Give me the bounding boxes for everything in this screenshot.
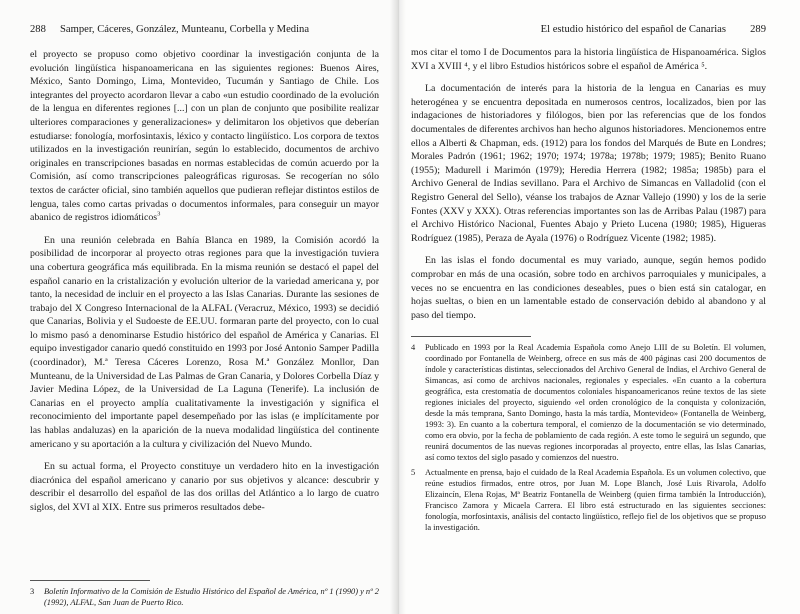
footnote: 3 Boletín Informativo de la Comisión de Estudio Histórico del Español de América, nº 1 (1990) y nº 2 (1992), ALFAL, San Juan de Puerto Rico. xyxy=(30,587,379,607)
right-page-body xyxy=(411,46,766,322)
footnote-ref: 3 xyxy=(157,210,161,218)
page-number: 289 xyxy=(750,24,766,35)
paragraph: En una reunión celebrada en Bahía Blanca en 1989, la Comisión acordó la posibilidad de incorporar al proyecto otras regiones para que la investigación tuviera una cobertura geográfica más equilibrada. En la misma reunión se destacó el papel del español canario en la cristalización y evolución ulterior de la variedad americana y, por tanto, la necesidad de incluir en el proyecto a las Islas Canarias. Durante las sesiones de trabajo del X Congreso Internacional de la ALFAL (Veracruz, México, 1993) se decidió que Canarias, Bolivia y el Sudoeste de EE.UU. formaran parte del proyecto, con lo cual lo mismo pasó a denominarse Estudio histórico del español de América y Canarias. El equipo investigador canario quedó constituido en 1993 por José Antonio Samper Padilla (coordinador), M.ª Teresa Cáceres Lorenzo, Rosa M.ª González Monllor, Dan Munteanu, de la Universidad de Las Palmas de Gran Canaria, y Dolores Corbella Díaz y Javier Medina López, de la Universidad de La Laguna (Tenerife). La inclusión de Canarias en el proyecto amplía cualitativamente la investigación y significa el reconocimiento del importante papel desempeñado por las islas (e implícitamente por las hablas andaluzas) en la aparición de la nueva modalidad lingüística del continente americano y su aportación a la cultura y civilización del Nuevo Mundo. xyxy=(30,234,379,450)
page-number: 288 xyxy=(30,24,46,35)
left-page-header xyxy=(30,24,379,42)
right-footnotes xyxy=(411,336,766,533)
footnote-rule xyxy=(411,336,531,337)
paragraph: En su actual forma, el Proyecto constituye un verdadero hito en la investigación diacrónica del español americano y canario por sus objetivos y alcance: descubrir y describir el desarrollo del español de las dos orillas del Atlántico a lo largo de cuatro siglos, del XVI al XIX. Entre sus primeros resultados debe- xyxy=(30,461,379,513)
footnote: 4 Publicado en 1993 por la Real Academia Española como Anejo LIII de su Boletín. El volumen, coordinado por Fontanella de Weinberg, ofrece en sus más de 400 páginas casi 200 documentos de índole y características distintas, seleccionados del Archivo General de Indias, el Archivo General de Simancas, así como de archivos nacionales, regionales y especiales. «En cuanto a la cobertura geográfica, esta crestomatía de documentos coloniales hispanoamericanos reúne textos de las siete regiones iniciales del proyecto, siguiendo «el orden cronológico de la conquista y colonización, desde la más temprana, Santo Domingo, hasta la más tardía, Montevideo» (Fontanella de Weinberg, 1993: 3). En cuanto a la cobertura temporal, el comienzo de la documentación se vio determinado, como era obvio, por la fecha de poblamiento de cada región. A este tomo le seguirá un segundo, que reunirá documentos de las nuevas regiones incorporadas al proyecto, entre ellas, las Islas Canarias, así como textos del siglo pasado y comienzos del nuestro. xyxy=(411,343,766,463)
left-footnotes xyxy=(30,572,379,612)
running-head: El estudio histórico del español de Canarias xyxy=(540,24,726,35)
footnote: 5 Actualmente en prensa, bajo el cuidado de la Real Academia Española. Es un volumen colectivo, que reúne estudios firmados, entre otros, por Juan M. Lope Blanch, José Luis Rivarola, Adolfo Elizaincín, Elena Rojas, Mª Beatriz Fontanella de Weinberg (quien firma también la Introducción), Francisco Zamora y Micaela Carrera. El libro está estructurado en las siguientes secciones: fonología, morfosintaxis, análisis del contacto lingüístico, reflejo fiel de los objetivos que se propuso la investigación. xyxy=(411,468,766,533)
paragraph: La documentación de interés para la historia de la lengua en Canarias es muy heterogénea y se encuentra depositada en numerosos centros, localizados, bien por las indagaciones de historiadores y filólogos, bien por las referencias que de los fondos documentales de diferentes archivos han hecho algunos historiadores. Mencionemos entre ellos a Alberti & Chapman, eds. (1912) para los fondos del Marqués de Bute en Londres; Morales Padrón (1961; 1962; 1970; 1974; 1978a; 1978b; 1979; 1985); Benito Ruano (1955); Madurell i Marimón (1979); Heredia Herrera (1982; 1985a; 1985b) para el Archivo General de Indias sevillano. Para el Archivo de Simancas en Valladolid (con el Registro General del Sello), véanse los trabajos de Aznar Vallejo (1990) y los de la serie Fontes (XXV y XXX). Otras referencias importantes son las de Arribas Palau (1987) para el Archivo Histórico Nacional, Fuentes Abajo y Prieto Lucena (1980; 1985), Higueras Rodríguez (1985), Peraza de Ayala (1976) o Rodríguez Vicente (1982; 1985). xyxy=(411,83,766,244)
paragraph: el proyecto se propuso como objetivo coordinar la investigación conjunta de la evolución lingüística hispanoamericana en las siguientes regiones: Buenos Aires, México, Santo Domingo, Lima, Montevideo, Tucumán y Santiago de Chile. Los integrantes del proyecto acordaron llevar a cabo «un estudio coordinado de la evolución de la lengua en diferentes regiones [...] con un plan de conjunto que posibilite realizar ulteriores comparaciones y generalizaciones» y delimitaron los objetivos que deberían estudiarse: fonología, morfosintaxis, léxico y contacto lingüístico. Los corpora de textos utilizados en la investigación reunirían, según lo establecido, documentos de archivo originales en transcripciones basadas en normas establecidas de común acuerdo por la Comisión, así como transcripciones paleográficas rigurosas. Se recogerían no sólo textos de carácter oficial, sino también aquellos que pudieran reflejar distintos estilos de lengua, tales como cartas privadas o documentos informales, para conseguir un mayor abanico de registros idiomáticos$^3$ xyxy=(30,49,379,224)
paragraph: En las islas el fondo documental es muy variado, aunque, según hemos podido comprobar en más de una ocasión, sobre todo en archivos parroquiales y municipales, a veces no se encuentra en las condiciones deseables, pues o bien está sin catalogar, en hojas sueltas, o bien en un lamentable estado de conservación debido al abandono y al paso del tiempo. xyxy=(411,255,766,321)
footnote-rule xyxy=(30,580,150,581)
paragraph: mos citar el tomo I de Documentos para la historia lingüística de Hispanoamérica. Siglos XVI a XVIII ⁴, y el libro Estudios históricos sobre el español de América ⁵. xyxy=(411,47,766,72)
running-head: Samper, Cáceres, González, Munteanu, Corbella y Medina xyxy=(60,24,310,35)
book-gutter xyxy=(390,0,406,614)
right-page xyxy=(397,0,800,614)
left-page-body xyxy=(30,48,379,515)
right-page-header xyxy=(411,24,766,42)
left-page xyxy=(0,0,397,614)
